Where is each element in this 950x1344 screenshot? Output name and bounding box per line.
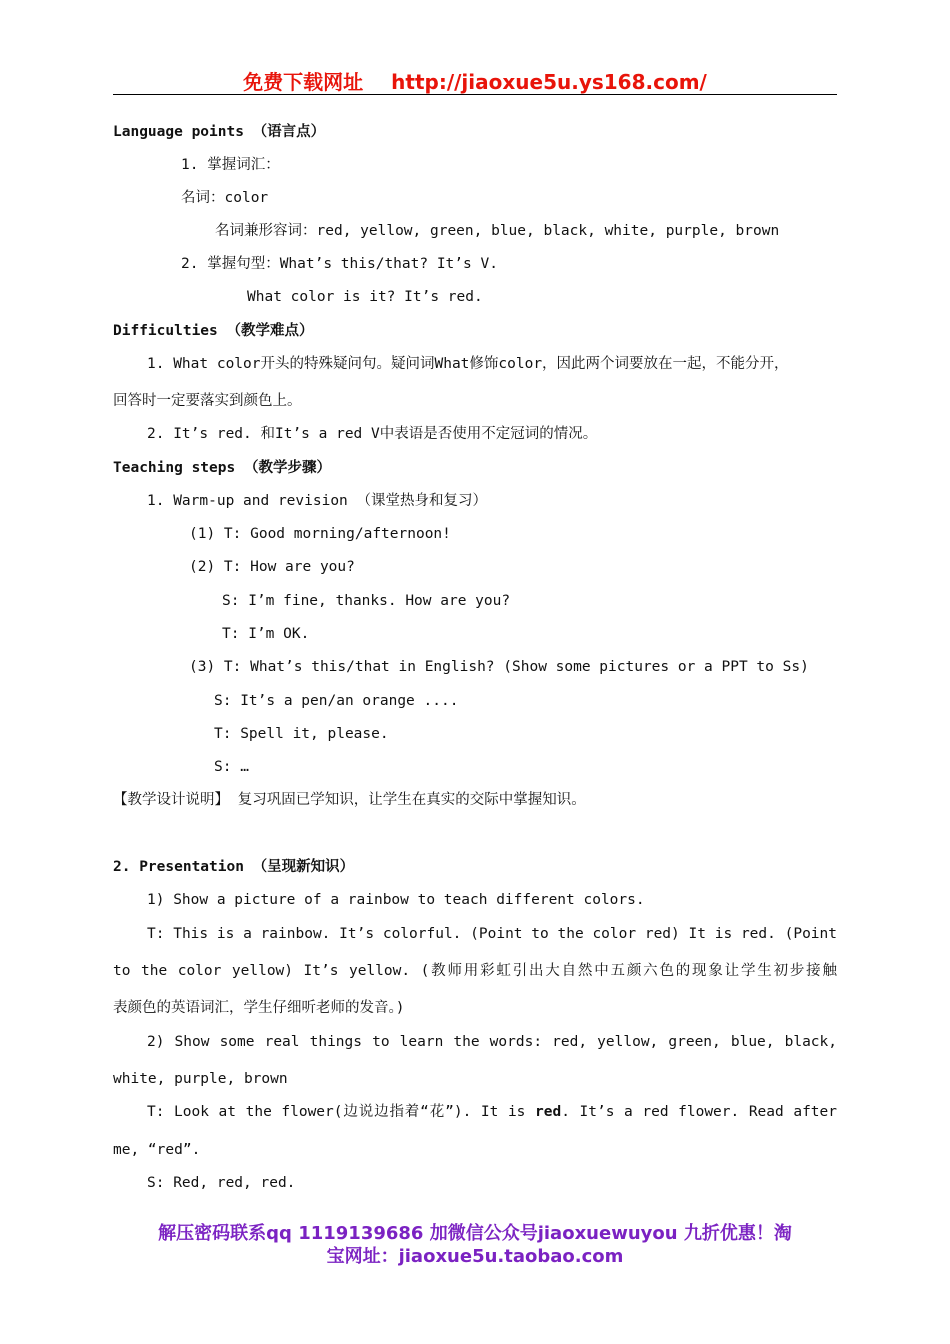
step-line: (2) T: How are you? xyxy=(189,559,355,575)
language-points-heading: Language points （语言点） xyxy=(113,124,326,140)
difficulty-line: 1. What color开头的特殊疑问句。疑问词What修饰color，因此两个词要放在一起，不能分开， xyxy=(147,356,789,372)
step-line: (3) T: What’s this/that in English? (Show some pictures or a PPT to Ss) xyxy=(189,659,809,675)
footer-contact-line: 解压密码联系qq 1119139686 加微信公众号jiaoxuewuyou 九折优惠！淘 xyxy=(158,1223,792,1244)
presentation-line: white, purple, brown xyxy=(113,1071,288,1087)
teaching-steps-heading: Teaching steps （教学步骤） xyxy=(113,460,331,476)
header-divider xyxy=(113,94,837,95)
presentation-line: 2) Show some real things to learn the words: red, yellow, green, blue, black, xyxy=(147,1034,837,1050)
step-line: (1) T: Good morning/afternoon! xyxy=(189,526,451,542)
language-point-line: 名词兼形容词：red, yellow, green, blue, black, white, purple, brown xyxy=(215,223,780,239)
header-banner xyxy=(0,66,950,95)
presentation-text: T: Look at the flower(边说边指着“花”). It is xyxy=(147,1104,535,1120)
presentation-line xyxy=(113,1102,837,1122)
presentation-line: 1) Show a picture of a rainbow to teach different colors. xyxy=(147,892,645,908)
step-line: T: I’m OK. xyxy=(222,626,310,642)
design-note: 【教学设计说明】 复习巩固已学知识，让学生在真实的交际中掌握知识。 xyxy=(113,792,586,808)
presentation-line: T: This is a rainbow. It’s colorful. (Point to the color red) It is red. (Point xyxy=(147,926,837,942)
language-point-line: 1. 掌握词汇： xyxy=(181,157,280,173)
step-line: T: Spell it, please. xyxy=(214,726,389,742)
presentation-heading: 2. Presentation （呈现新知识） xyxy=(113,859,355,875)
presentation-line: 表颜色的英语词汇，学生仔细听老师的发音。) xyxy=(113,1000,405,1016)
presentation-text: . It’s a red flower. Read after xyxy=(561,1104,837,1120)
bold-word-red: red xyxy=(535,1104,562,1120)
language-point-line: 名词：color xyxy=(181,190,269,206)
language-point-line: 2. 掌握句型：What’s this/that? It’s V. xyxy=(181,256,498,272)
step-line: S: It’s a pen/an orange .... xyxy=(214,693,459,709)
step-line: 1. Warm-up and revision （课堂热身和复习） xyxy=(147,493,488,509)
difficulty-line: 2. It’s red. 和It’s a red V中表语是否使用不定冠词的情况。 xyxy=(147,426,598,442)
header-url-link[interactable]: http://jiaoxue5u.ys168.com/ xyxy=(391,70,707,94)
presentation-line: to the color yellow) It’s yellow. (教师用彩虹引出大自然中五颜六色的现象让学生初步接触 xyxy=(113,963,837,979)
header-site-label: 免费下载网址 xyxy=(243,70,364,94)
language-point-line: What color is it? It’s red. xyxy=(247,289,483,305)
difficulties-heading: Difficulties （教学难点） xyxy=(113,323,314,339)
presentation-line: S: Red, red, red. xyxy=(147,1175,296,1191)
step-line: S: … xyxy=(214,759,249,775)
step-line: S: I’m fine, thanks. How are you? xyxy=(222,593,511,609)
footer-shop-line: 宝网址：jiaoxue5u.taobao.com xyxy=(326,1246,624,1267)
presentation-line: me, “red”. xyxy=(113,1142,201,1158)
difficulty-line: 回答时一定要落实到颜色上。 xyxy=(113,393,302,409)
